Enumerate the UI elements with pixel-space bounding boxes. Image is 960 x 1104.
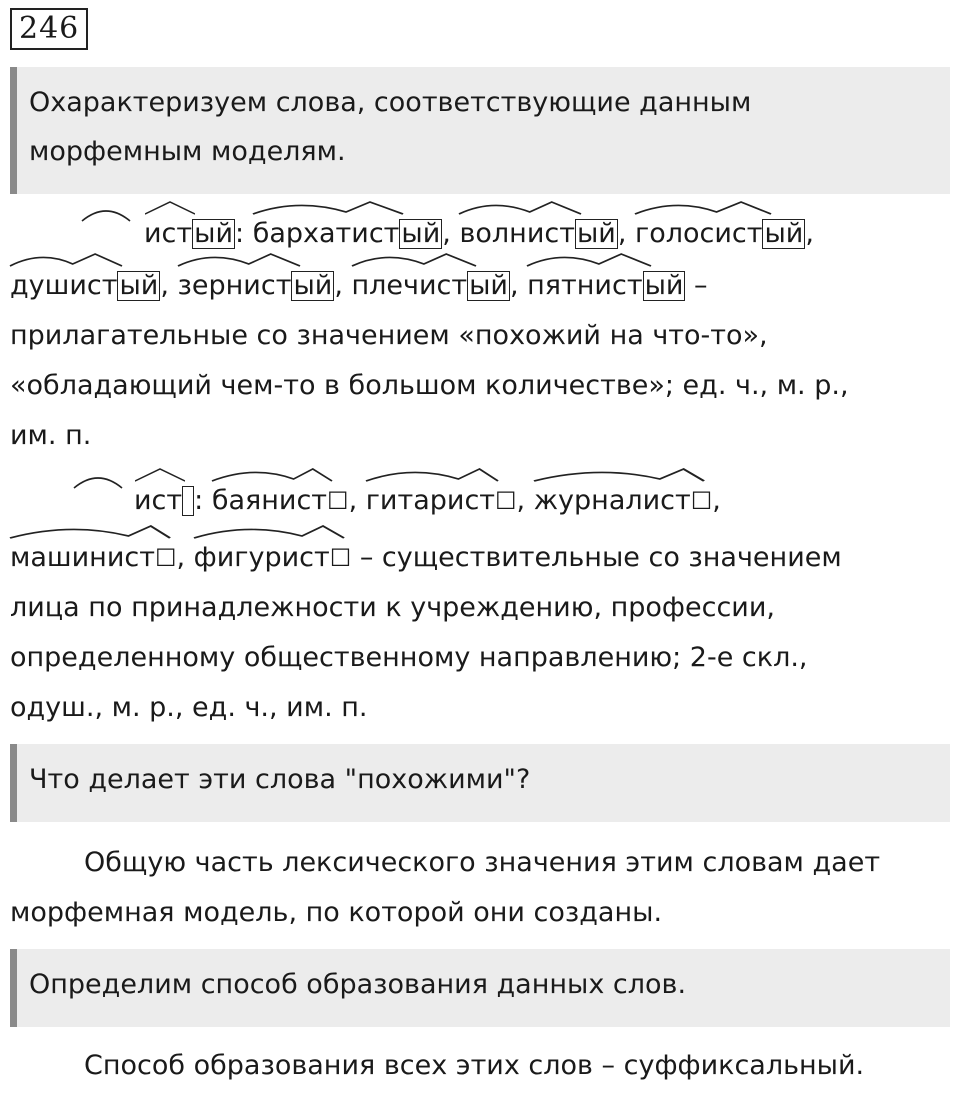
comma: , — [176, 542, 186, 573]
zero-ending: ☐ — [154, 544, 177, 572]
ending-box: ый — [293, 270, 333, 301]
word-stem: голосист — [635, 218, 763, 249]
dash: – — [685, 270, 708, 301]
noun-line-1 — [134, 481, 721, 521]
word-barhatisty — [253, 214, 443, 254]
question-block-2 — [10, 744, 950, 822]
noun-desc-line-3: одуш., м. р., ед. ч., им. п. — [10, 692, 368, 723]
noun-desc-line-1: лица по принадлежности к учреждению, профессии, — [10, 592, 775, 623]
stem-arc — [194, 524, 344, 540]
word-figurist — [194, 538, 352, 578]
word-stem: зернист — [177, 270, 292, 301]
word-zernisty — [178, 266, 335, 306]
stem-arc — [635, 200, 771, 216]
comma: , — [805, 218, 814, 249]
question-1-line-2: морфемным моделям. — [29, 136, 346, 167]
model-noun — [134, 481, 194, 521]
stem-arc — [352, 252, 476, 268]
answer-2-line-2: морфемная модель, по которой они созданы. — [10, 897, 663, 928]
question-1-line-1: Охарактеризуем слова, соответствующие данным — [29, 87, 752, 118]
word-stem: журналист — [533, 485, 691, 516]
stem-arc — [527, 252, 651, 268]
word-stem: бархатист — [252, 218, 400, 249]
stem-arc — [212, 467, 332, 483]
word-stem: машинист — [10, 542, 155, 573]
model-suffix: ист — [134, 485, 183, 516]
word-stem: душист — [10, 270, 118, 301]
noun-desc-line-2: определенному общественному направлению; 2-е скл., — [10, 642, 808, 673]
word-stem: фигурист — [193, 542, 330, 573]
stem-arc — [178, 252, 300, 268]
stem-arc — [253, 200, 403, 216]
word-stem: волнист — [459, 218, 575, 249]
comma: , — [516, 485, 526, 516]
zero-ending: ☐ — [690, 487, 713, 515]
task-number: 246 — [10, 8, 88, 50]
adjective-line-2 — [10, 266, 708, 306]
zero-ending: ☐ — [495, 487, 517, 515]
comma: , — [160, 270, 169, 301]
root-arc-mark — [80, 205, 132, 223]
adjective-desc-line-2: «обладающий чем-то в большом количестве»; ед. ч., м. р., — [10, 370, 849, 401]
comma: , — [509, 270, 519, 301]
comma: , — [712, 485, 721, 516]
model-suffix: ист — [144, 218, 193, 249]
comma: , — [348, 485, 358, 516]
ending-box: ый — [644, 270, 684, 301]
comma: , — [334, 270, 343, 301]
word-plechisty — [352, 266, 510, 306]
word-stem: гитарист — [365, 485, 496, 516]
word-stem: пятнист — [527, 270, 643, 301]
root-arc-mark — [72, 472, 124, 490]
word-gitarist — [366, 481, 517, 521]
ending-box: ый — [764, 218, 804, 249]
word-dushisty — [10, 266, 160, 306]
word-pyatnisty — [527, 266, 685, 306]
ending-box: ый — [469, 270, 508, 301]
word-bayanist — [212, 481, 349, 521]
stem-arc — [459, 200, 581, 216]
ending-box: ый — [401, 218, 441, 249]
word-golosisty — [635, 214, 805, 254]
colon: : — [194, 485, 204, 516]
ending-box: ый — [194, 218, 233, 249]
word-stem: баянист — [211, 485, 328, 516]
comma: , — [442, 218, 451, 249]
word-stem: плечист — [351, 270, 468, 301]
suffix-arc — [144, 200, 196, 216]
question-3-text: Определим способ образования данных слов. — [29, 969, 687, 1000]
comma: , — [617, 218, 627, 249]
noun-line-2-tail: – существительные со значением — [351, 542, 842, 573]
word-mashinist — [10, 538, 176, 578]
word-zhurnalist — [534, 481, 713, 521]
stem-arc — [366, 467, 498, 483]
noun-line-2 — [10, 538, 842, 578]
zero-ending: ☐ — [327, 487, 349, 515]
stem-arc — [10, 524, 170, 540]
adjective-line-1 — [144, 214, 814, 254]
stem-arc — [10, 252, 122, 268]
question-2-text: Что делает эти слова "похожими"? — [29, 764, 531, 795]
answer-3: Способ образования всех этих слов – суффиксальный. — [84, 1050, 865, 1081]
question-block-3 — [10, 949, 950, 1027]
suffix-arc — [134, 467, 186, 483]
ending-box: ый — [119, 270, 159, 301]
colon: : — [235, 218, 245, 249]
adjective-desc-line-1: прилагательные со значением «похожий на что-то», — [10, 320, 768, 351]
adjective-desc-line-3: им. п. — [10, 420, 92, 451]
word-volnisty — [459, 214, 617, 254]
zero-ending-box — [182, 486, 194, 516]
question-block-1 — [10, 67, 950, 194]
model-adjective — [144, 214, 235, 254]
stem-arc — [534, 467, 704, 483]
answer-2-line-1: Общую часть лексического значения этим словам дает — [84, 847, 881, 878]
ending-box: ый — [576, 218, 616, 249]
zero-ending: ☐ — [329, 544, 352, 572]
